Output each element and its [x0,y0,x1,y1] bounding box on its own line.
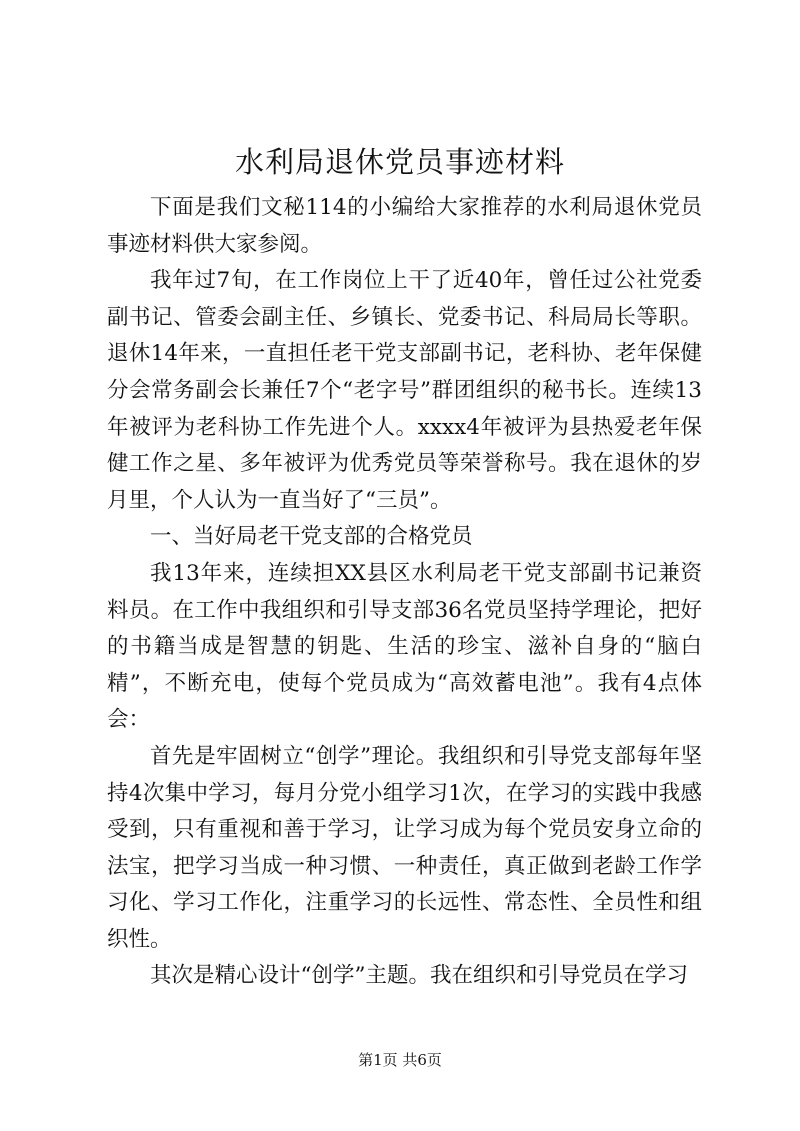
paragraph-first-point: 首先是牢固树立“创学”理论。我组织和引导党支部每年坚持4次集中学习，每月分党小组学习1次，在学习的实践中我感受到，只有重视和善于学习，让学习成为每个党员安身立命的法宝，把学习当成一种习惯、一种责任，真正做到老龄工作学习化、学习工作化，注重学习的长远性、常态性、全员性和组织性。 [107,743,702,952]
paragraph-second-point: 其次是精心设计“创学”主题。我在组织和引导党员在学习 [150,963,688,989]
paragraph-intro: 下面是我们文秘114的小编给大家推荐的水利局退休党员事迹材料供大家参阅。 [107,195,702,257]
page-footer: 第1页 共6页 [358,1051,442,1069]
section-heading: 一、当好局老干党支部的合格党员 [150,524,473,550]
document-body [107,190,702,995]
paragraph-section-one: 我13年来，连续担XX县区水利局老干党支部副书记兼资料员。在工作中我组织和引导支部36名党员坚持学理论，把好的书籍当成是智慧的钥匙、生活的珍宝、滋补自身的“脑白精”，不断充电，使每个党员成为“高效蓄电池”。我有4点体会： [107,560,702,733]
paragraph-background: 我年过7旬，在工作岗位上干了近40年，曾任过公社党委副书记、管委会副主任、乡镇长、党委书记、科局局长等职。退休14年来，一直担任老干党支部副书记，老科协、老年保健分会常务副会长兼任7个“老字号”群团组织的秘书长。连续13年被评为老科协工作先进个人。xxxx4年被评为县热爱老年保健工作之星、多年被评为优秀党员等荣誉称号。我在退休的岁月里，个人认为一直当好了“三员”。 [107,268,702,513]
document-title: 水利局退休党员事迹材料 [234,145,565,179]
